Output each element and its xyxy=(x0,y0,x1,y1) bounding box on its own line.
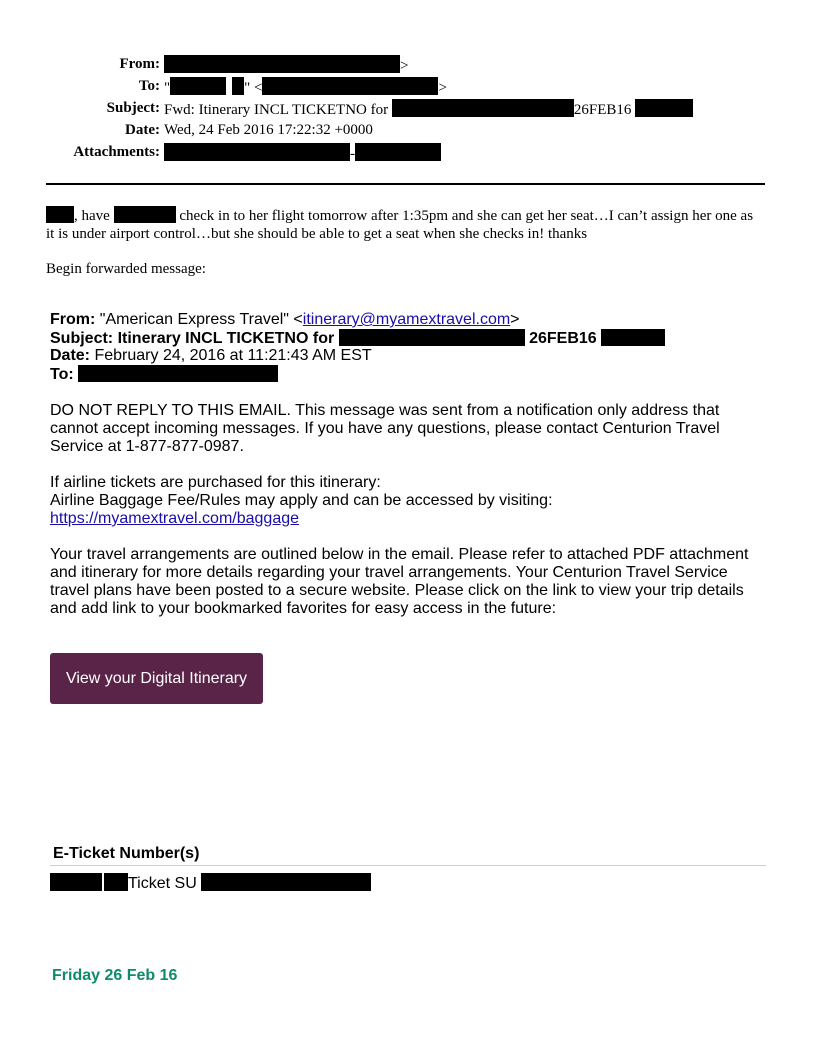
fwd-subject-date: 26FEB16 xyxy=(529,330,597,347)
to-mid: " < xyxy=(244,80,263,96)
date-label: Date: xyxy=(125,122,160,138)
header-divider xyxy=(46,183,765,185)
redacted-block xyxy=(170,77,226,95)
redacted-block xyxy=(50,873,102,891)
subject-date: 26FEB16 xyxy=(573,102,632,118)
redacted-block xyxy=(78,365,278,382)
to-label: To: xyxy=(138,78,160,94)
body-text-b: check in to her flight tomorrow after 1:35pm and she can get her seat…I can’t assign her one as it is under airport control…but she should be able to get a seat when she checks in! thanks xyxy=(46,208,754,242)
redacted-block xyxy=(262,77,438,95)
redacted-block xyxy=(164,143,350,161)
date-value: Wed, 24 Feb 2016 17:22:32 +0000 xyxy=(164,122,373,138)
eticket-text: Ticket SU xyxy=(128,875,197,892)
attachments-sep: - xyxy=(350,146,355,162)
eticket-row xyxy=(50,873,371,893)
from-label: From: xyxy=(119,56,160,72)
redacted-block xyxy=(601,329,665,346)
to-quote: " xyxy=(164,80,171,96)
redacted-block xyxy=(232,77,244,95)
fwd-subject-row xyxy=(50,329,665,348)
itinerary-day-heading: Friday 26 Feb 16 xyxy=(52,967,178,984)
notice-paragraph-1: DO NOT REPLY TO THIS EMAIL. This message was sent from a notification only address that cannot accept incoming messages. If you have any questions, please contact Centurion Travel Service at 1-877-877-0987. xyxy=(50,402,720,455)
fwd-subject-label: Subject: xyxy=(50,330,114,347)
fwd-to-row xyxy=(50,365,278,384)
fwd-date-value: February 24, 2016 at 11:21:43 AM EST xyxy=(94,347,372,364)
fwd-from-close: > xyxy=(510,311,520,328)
redacted-block xyxy=(339,329,525,346)
subject-text: Fwd: Itinerary INCL TICKETNO for xyxy=(164,102,389,118)
notice-paragraph-3: Your travel arrangements are outlined below in the email. Please refer to attached PDF attachment and itinerary for more details regarding your travel arrangements. Your Centurion Travel Service travel plans have been posted to a secure website. Please click on the link to view your trip details and add link to your bookmarked favorites for easy access in the future: xyxy=(50,546,749,617)
baggage-line-1: If airline tickets are purchased for this itinerary: xyxy=(50,474,381,491)
redacted-block xyxy=(104,873,128,891)
redacted-block xyxy=(201,873,371,891)
view-digital-itinerary-button[interactable]: View your Digital Itinerary xyxy=(50,653,263,704)
notice-paragraph-2 xyxy=(50,474,770,528)
baggage-line-2: Airline Baggage Fee/Rules may apply and can be accessed by visiting: xyxy=(50,492,553,509)
fwd-from-label: From: xyxy=(50,311,96,328)
to-suffix: > xyxy=(438,80,447,96)
redacted-block xyxy=(635,99,693,117)
body-text-a: , have xyxy=(74,208,110,224)
redacted-block xyxy=(164,55,400,73)
baggage-link[interactable]: https://myamextravel.com/baggage xyxy=(50,510,300,527)
eticket-heading: E-Ticket Number(s) xyxy=(53,845,200,862)
begin-forwarded: Begin forwarded message: xyxy=(46,261,206,277)
redacted-block xyxy=(114,206,176,223)
fwd-date-row xyxy=(50,347,372,365)
eticket-divider xyxy=(50,865,766,866)
fwd-from-email-link[interactable]: itinerary@myamextravel.com xyxy=(302,311,511,328)
fwd-subject-text: Itinerary INCL TICKETNO for xyxy=(117,330,335,347)
redacted-block xyxy=(355,143,441,161)
attachments-label: Attachments: xyxy=(73,144,160,160)
fwd-from-name: "American Express Travel" < xyxy=(99,311,303,328)
fwd-from-row xyxy=(50,311,520,329)
redacted-block xyxy=(46,206,74,223)
fwd-date-label: Date: xyxy=(50,347,91,364)
subject-label: Subject: xyxy=(106,100,160,116)
body-message xyxy=(46,206,762,243)
redacted-block xyxy=(392,99,574,117)
from-suffix: > xyxy=(400,58,409,74)
fwd-to-label: To: xyxy=(50,366,74,383)
